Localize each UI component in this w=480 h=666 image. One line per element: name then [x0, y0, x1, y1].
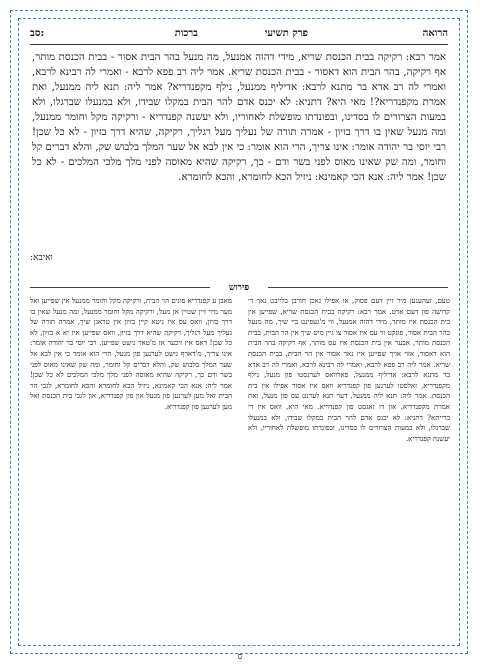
commentary-column-left: מאבן ע קפנדריא פונים הר הבית, ורקיקה מקל וחומר ממנעל אין שפייען ואל מער מיר זיין שטיין אן מעל, ורקיקה מקל וחומר ממנעל, ומה מנעל שאין בו דרך בזיון, וואס עס איז ניטא קיין בזיון אין טראגן שיך, אמרה תורה של נעליך מעל רגליך, רקיקה שהיא דרך בזיון, וואס שפייען איז יא א בזיון, לא כל שכן! דאס איז זיכער אז מ'טאר נישט שפייען. רבי יוסי בר יהודה אומר: אינו צריך, מ'דארף נישט לערנען פון מנעל, הרי הוא אומר כי אין לבא אל שער המלך בלבוש שק, והלא דברים קל וחומר, ומה שק שאינו מאוס לפני בשר ודם כך, רקיקה שהיא מאוסה לפני מלך מלכי המלכים לא כל שכן! אמר ליה: אנא הכי קאמינא, ניזיל הכא לחומרא והכא לחומרא, לגבי הר הבית זאל מען לערנען פון מנעל און פון קפנדריא, און לגבי בית הכנסת זאל מען לערנען פון קפנדריא.	[30, 297, 232, 411]
commentary-column-right: טעם, זעהענען מיר זיין דעם פסוק, או אפילו נאכן חורבן בלייבט נאך די קדושה פון דעם ארט. אמר רבא: רקיקה בבית הכנסת שריא, שפייען אין בית הכנסת איז מותר, מידי דהוה אמנעל, ווי מ'געפינט ביי שיך, מה מנעל בהר הבית אסור, פונקט ווי עס איז אסור צו גיין מיט שיך אין הר הבית, בבית הכנסת מותר, אבער אין בית הכנסת איז עס מותר, אף רקיקה בהר הבית הוא דאסור, אזוי אויך שפייען איז נאר אסור אין הר הבית, בבית הכנסת שריא. אמר ליה רב פפא לרבא, ואמרי לה רבינא לרבא, ואמרי לה רב אדא בר מתנא לרבא: אדיליף ממנעל, פארוואס לערנסטו פון מנעל, נילף מקפנדריא, זאלסטו לערנען פון קפנדריא וואס איז אסור אפילו אין בית הכנסת. אמר ליה: תנא ליה ממנעל, דער תנא לערנט עס פון מנעל, ואת אמרת מקפנדריא, און דו זאגסט פון קפנדריא. מאי היא, וואס איז די ברייתא? דתניא: לא יכנס אדם להר הבית במקלו שבידו, ולא במנעלו שברגלו, ולא במעות הצרורים לו בסדינו, ובפונדתו מופשלת לאחוריו, ולא יעשנה קפנדריא.	[248, 297, 450, 443]
commentary-label: פירוש	[223, 282, 255, 293]
commentary-separator	[30, 282, 448, 292]
tractate-title: ברכות	[174, 28, 198, 39]
chapter-title: הרואה	[422, 28, 448, 39]
perek-title: פרק תשיעי	[264, 28, 308, 39]
page-marker: ס	[237, 652, 243, 662]
daf-number: סב:	[30, 28, 45, 39]
gemara-catchword: ואיבא:	[30, 253, 53, 263]
separator-line-right	[268, 287, 448, 288]
gemara-text: אמר רבא: רקיקה בבית הכנסת שריא, מידי דהוה אמנעל, מה מנעל בהר הבית אסור - בבית הכנסת מותר, אף רקיקה, בהר הבית הוא דאסור - בבית הכנסת שריא. אמר ליה רב פפא לרבא - ואמרי לה רבינא לרבא, ואמרי לה רב אדא בר מתנא לרבא: אדיליף ממנעל, נילף מקפנדריא? אמר ליה: תנא ליה ממנעל, ואת אמרת מקפנדריא?! מאי היא? דתניא: לא יכנס אדם להר הבית במקלו שבידו, ולא במנעלו שברגלו, ולא במעות הצרורים לו בסדינו, ובפונדתו מופשלת לאחוריו, ולא יעשנה קפנדריא - ורקיקה מקל וחומר ממנעל, ומה מנעל שאין בו דרך בזיון - אמרה תורה של נעליך מעל רגליך, רקיקה, שהיא דרך בזיון - לא כל שכן! רבי יוסי בר יהודה אומר: אינו צריך, הרי הוא אומר: כי אין לבא אל שער המלך בלבוש שק, והלא דברים קל וחומר, ומה שק שאינו מאוס לפני בשר ודם - כך, רקיקה שהיא מאוסה לפני מלך מלכי המלכים - לא כל שכן! אמר ליה: אנא הכי קאמינא: ניזיל הכא לחומרא, והכא לחומרא.	[32, 52, 446, 183]
separator-line-left	[30, 287, 210, 288]
header-rule	[30, 44, 448, 45]
